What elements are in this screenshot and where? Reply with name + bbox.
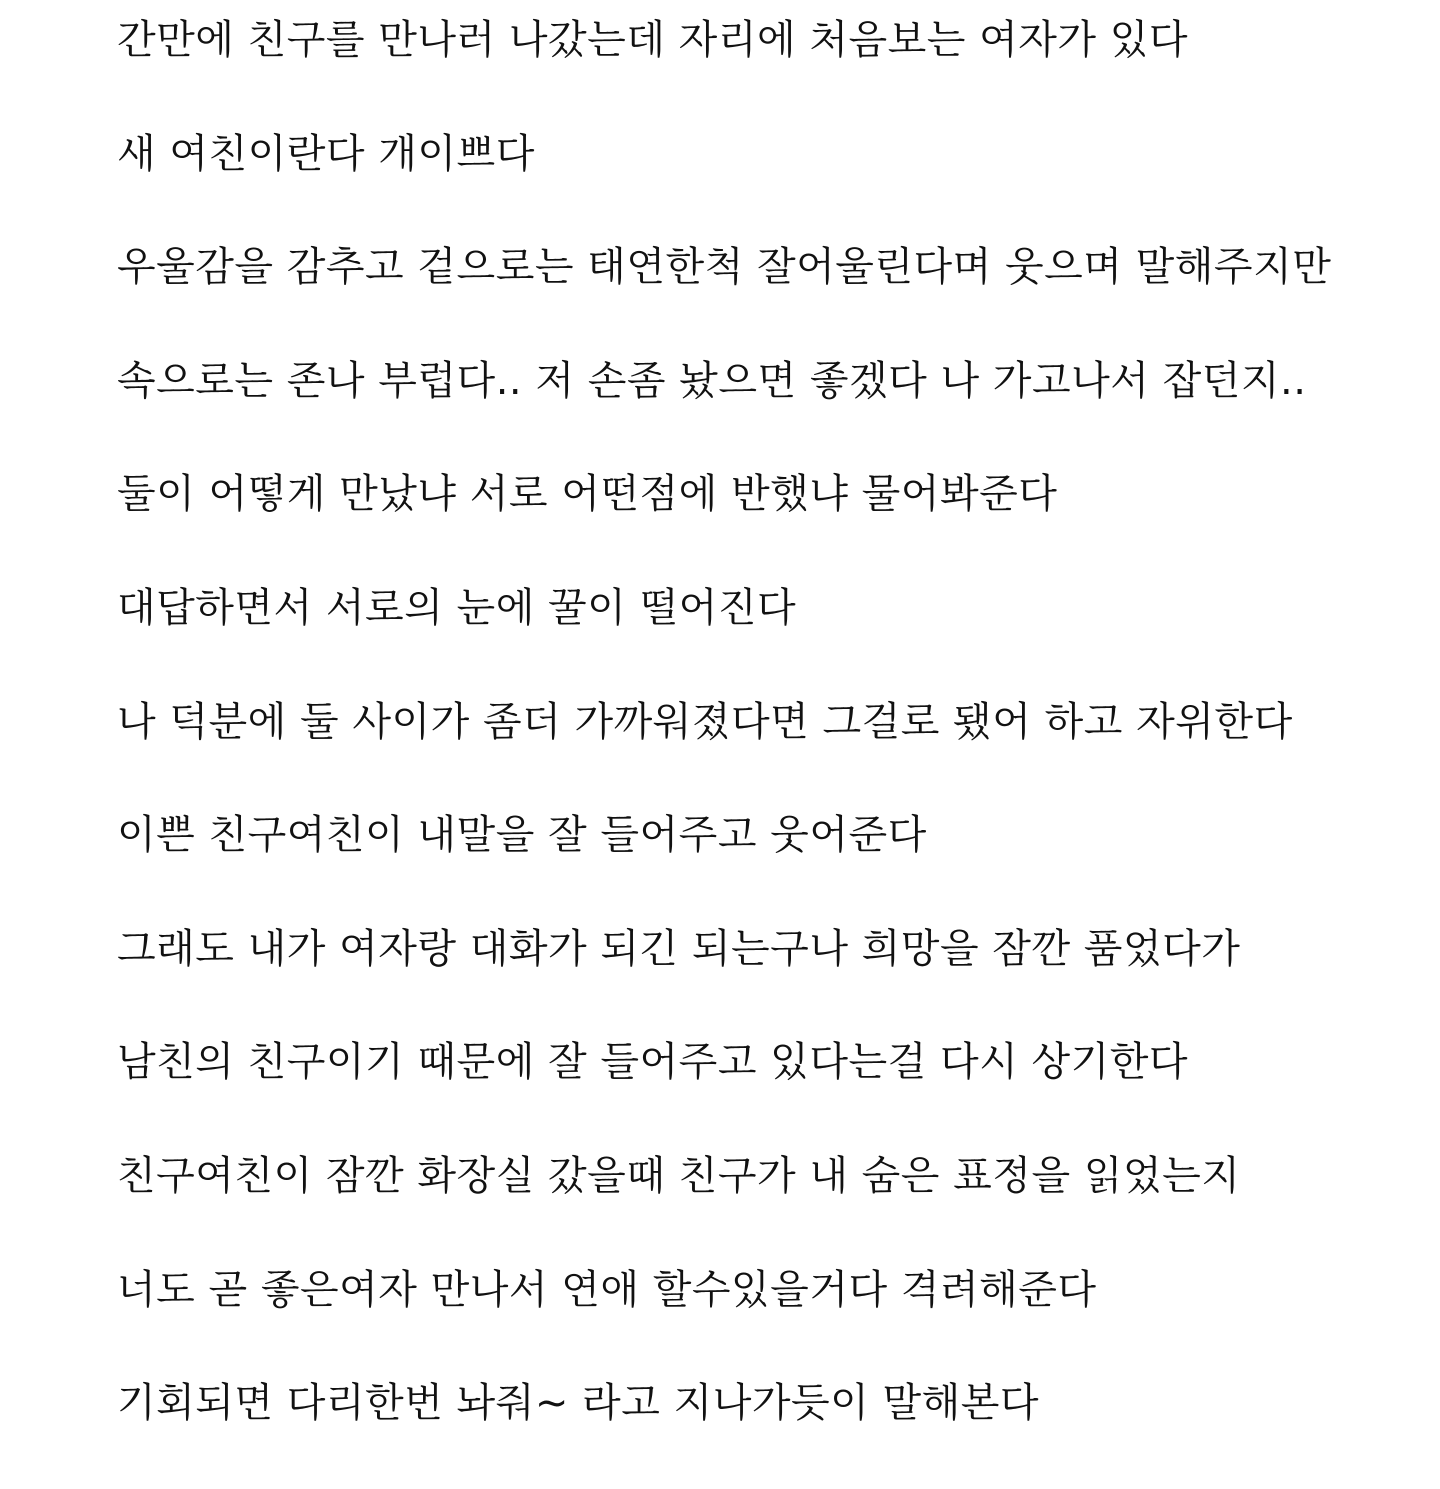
text-line: 새 여친이란다 개이쁘다: [117, 130, 535, 177]
text-line: 간만에 친구를 만나러 나갔는데 자리에 처음보는 여자가 있다: [117, 17, 1189, 63]
text-line: 기회되면 다리한번 놔줘~ 라고 지나가듯이 말해본다: [117, 1380, 1040, 1427]
text-line: 그래도 내가 여자랑 대화가 되긴 되는구나 희망을 잠깐 품었다가: [117, 925, 1241, 972]
text-line: 남친의 친구이기 때문에 잘 들어주고 있다는걸 다시 상기한다: [117, 1039, 1189, 1086]
text-line: 나 덕분에 둘 사이가 좀더 가까워졌다면 그걸로 됐어 하고 자위한다: [117, 698, 1293, 745]
text-lines: [117, 12, 1400, 1489]
text-line: 대답하면서 서로의 눈에 꿀이 떨어진다: [117, 584, 797, 631]
text-line: 이쁜 친구여친이 내말을 잘 들어주고 웃어준다: [117, 812, 927, 859]
text-line: 우울감을 감추고 겉으로는 태연한척 잘어울린다며 웃으며 말해주지만: [117, 244, 1332, 291]
text-line: 친구여친이 잠깐 화장실 갔을때 친구가 내 숨은 표정을 읽었는지: [117, 1152, 1241, 1199]
text-line: 속으로는 존나 부럽다.. 저 손좀 놨으면 좋겠다 나 가고나서 잡던지..: [117, 357, 1307, 404]
text-line: 너도 곧 좋은여자 만나서 연애 할수있을거다 격려해준다: [117, 1266, 1097, 1313]
text-line: 둘이 어떻게 만났냐 서로 어떤점에 반했냐 물어봐준다: [117, 471, 1058, 518]
